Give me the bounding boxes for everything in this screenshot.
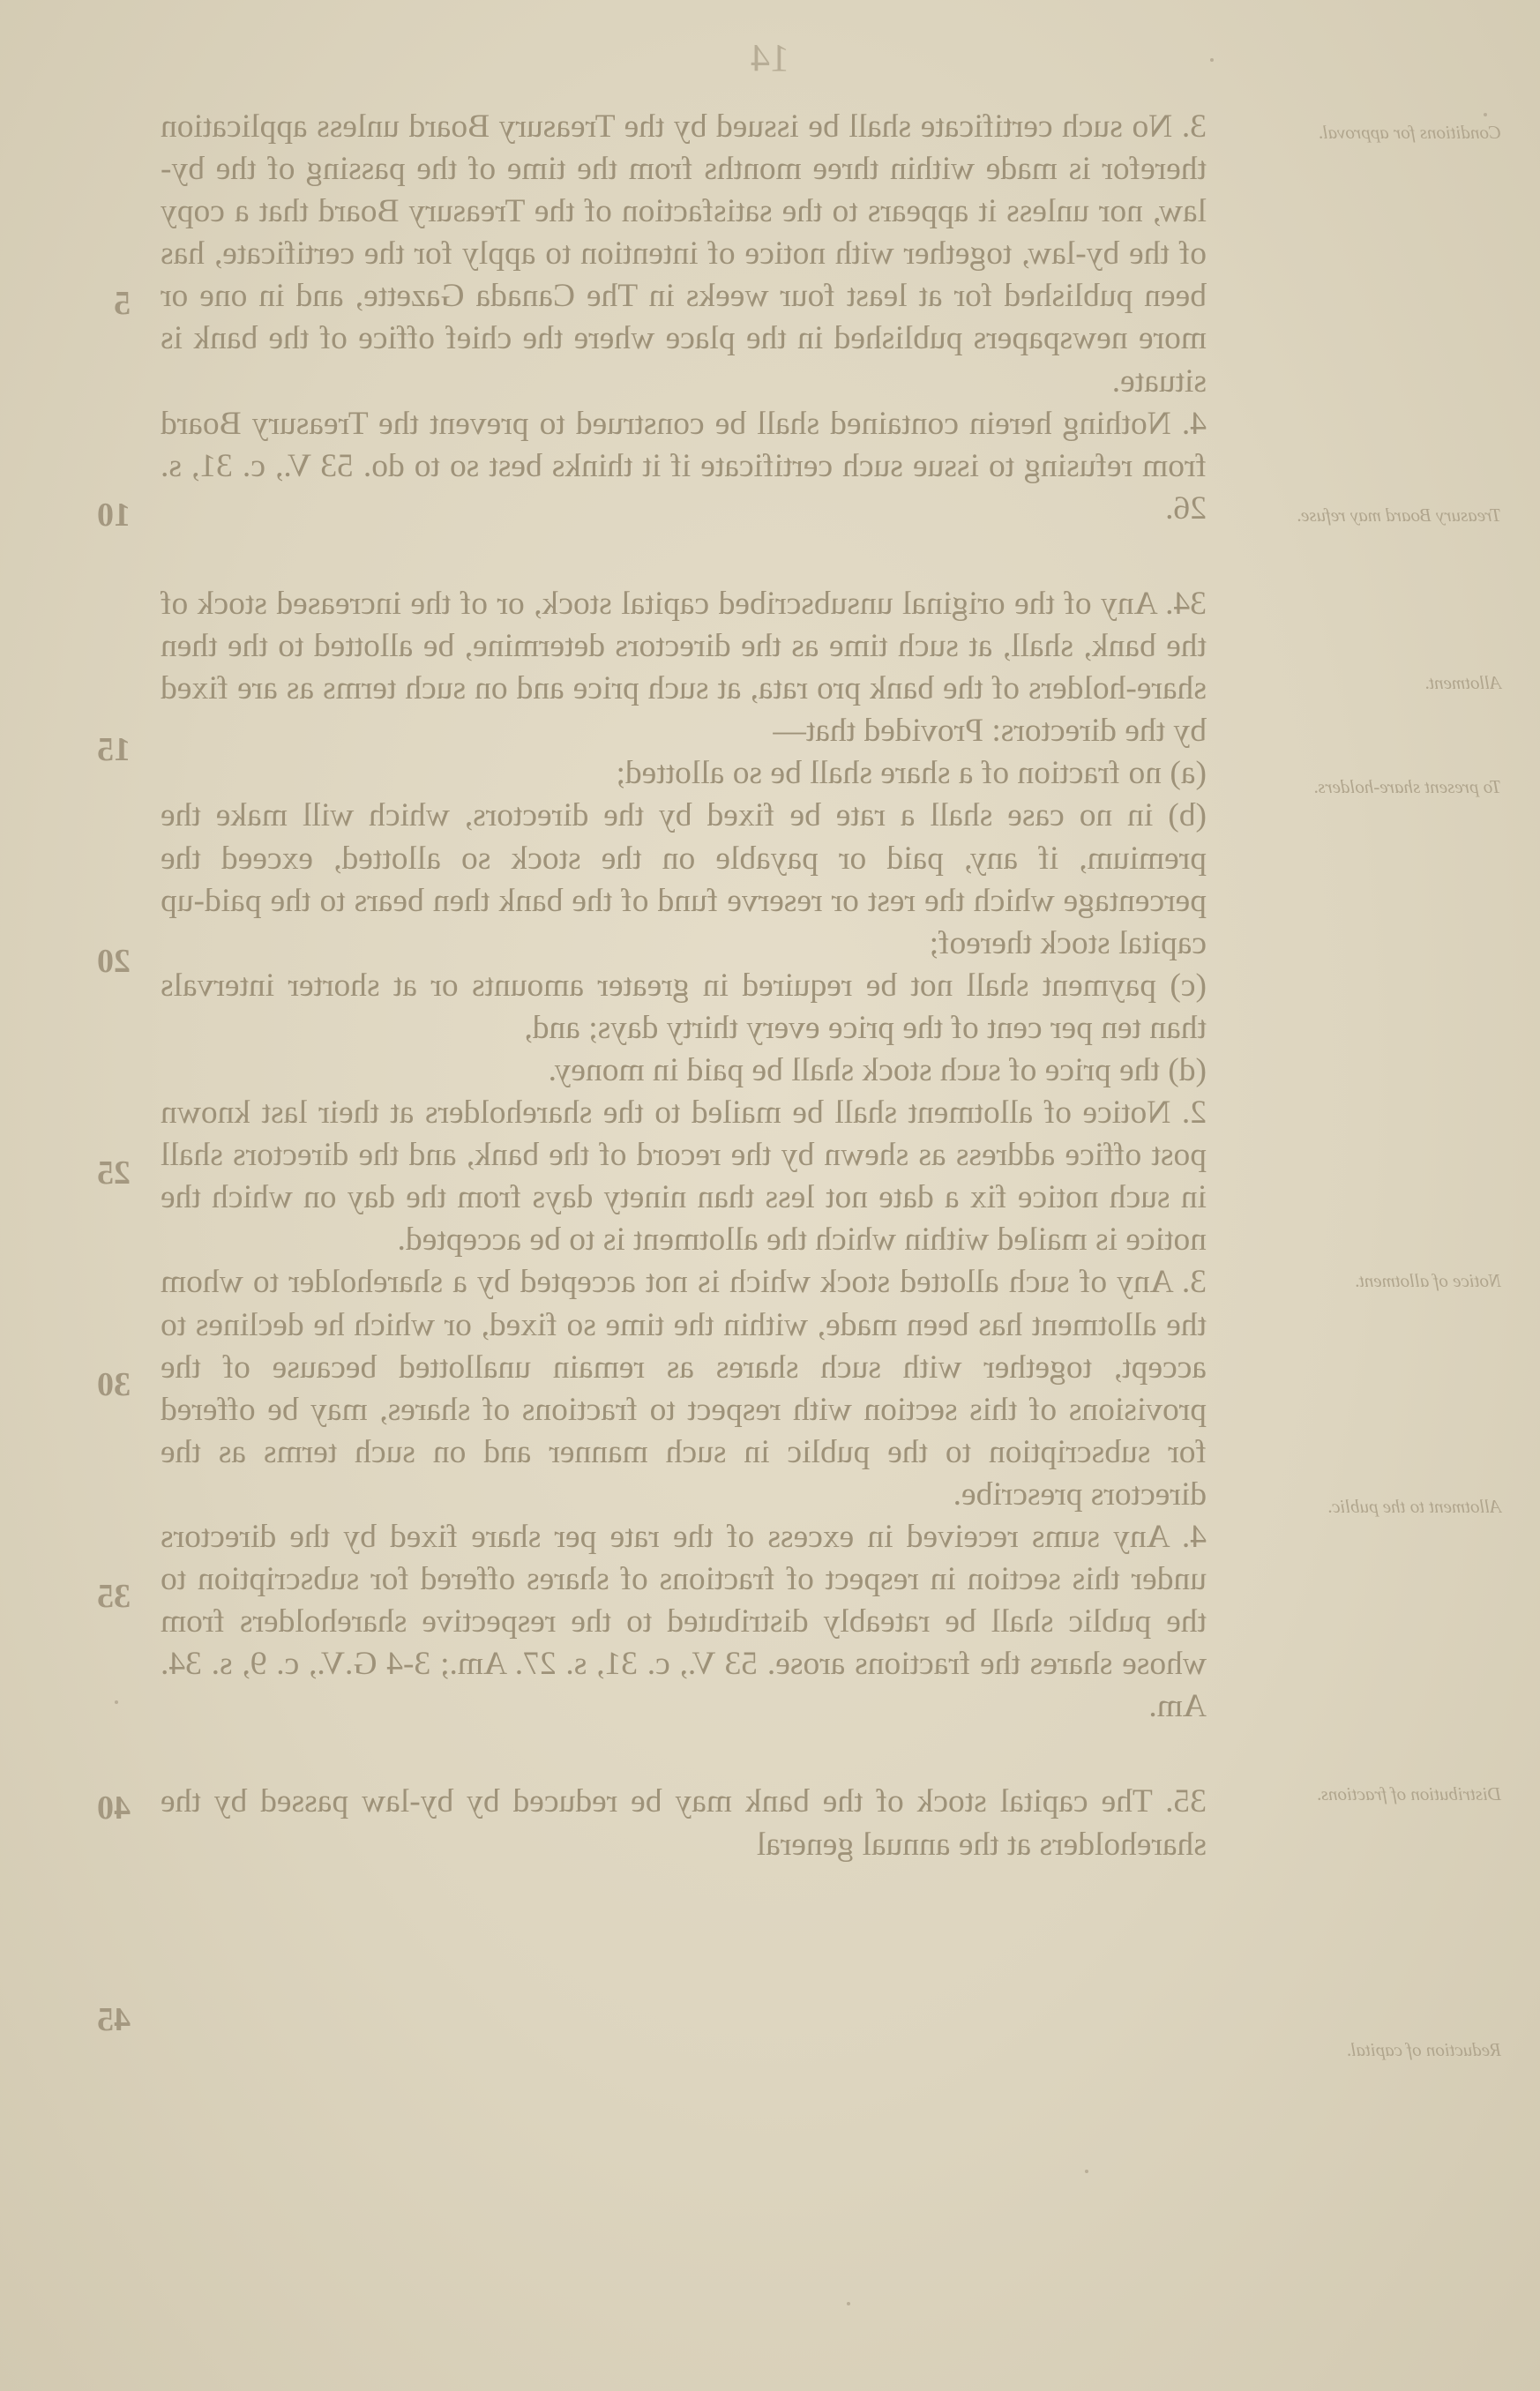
page-number: 14	[751, 36, 789, 79]
line-number: 10	[97, 497, 131, 534]
margin-note: Notice of allotment.	[1354, 1270, 1501, 1291]
paper-speck	[115, 1700, 118, 1704]
line-number: 20	[97, 943, 131, 980]
paragraph-sec34-3: 3. Any of such allotted stock which is not accepted by a shareholder to whom the allotment has been made, within the time so fixed, or which he declines to accept, together with such shares as remain unallotted because of the provisions of this section with respect to fractions of shares, may be offered for subscription to the public in such manner and on such terms as the directors prescribe.	[161, 1264, 1207, 1513]
line-number: 30	[97, 1366, 131, 1403]
line-number: 5	[114, 285, 131, 322]
clause-d: (d) the price of such stock shall be paid in money.	[548, 1051, 1207, 1088]
paragraph-sec34-4: 4. Any sums received in excess of the rate per share fixed by the directors under this section in respect of fractions of shares offered for subscription to the public shall be rateably distributed to the respective shareholders from whose shares the fractions arose. 53 V., c. 31, s. 27. Am.; 3-4 G.V., c. 9, s. 34. Am.	[161, 1519, 1207, 1725]
margin-note: Reduction of capital.	[1346, 2039, 1501, 2060]
paragraph-sec35: 35. The capital stock of the bank may be reduced by by-law passed by the shareholders at the annual general	[161, 1783, 1207, 1863]
line-number: 40	[97, 1790, 131, 1827]
paper-speck	[1484, 113, 1487, 116]
line-number: 15	[97, 731, 131, 768]
paragraph-sec34: 34. Any of the original unsubscribed capital stock, or of the increased stock of the bank, shall, at such time as the directors determine, be allotted to the then share-holders of the bank pro rata, at such price and on such terms as are fixed by the directors: Provided that—	[161, 585, 1207, 750]
margin-note: Distribution of fractions.	[1316, 1783, 1501, 1804]
clause-b: (b) in no case shall a rate be fixed by the directors, which will make the premium, if any, paid or payable on the stock so allotted, exceed the percentage which the rest or reserve fund of the bank then bears to the paid-up capital stock thereof;	[161, 797, 1207, 961]
margin-note: Allotment to the public.	[1327, 1496, 1501, 1517]
line-number: 25	[97, 1154, 131, 1192]
margin-note: Treasury Board may refuse.	[1296, 504, 1501, 526]
margin-note: Allotment.	[1424, 672, 1501, 693]
paragraph-sec34-2: 2. Notice of allotment shall be mailed to the shareholders at their last known post office address as shewn by the record of the bank, and the directors shall in such notice fix a date not less than ninety days from the day on which the notice is mailed within which the allotment is to be accepted.	[161, 1095, 1207, 1259]
paragraph-sec33-3: 3. No such certificate shall be issued by the Treasury Board unless application therefor is made within three months from the time of the passing of the by-law, nor unless it appears to the satisfaction of the Treasury Board that a copy of the by-law, together with notice of intention to apply for the certificate, has been published for at least four weeks in The Canada Gazette, and in one or more newspapers published in the place where the chief office of the bank is situate.	[161, 108, 1207, 400]
paper-speck	[1210, 58, 1214, 62]
line-number: 35	[97, 1578, 131, 1615]
clause-a: (a) no fraction of a share shall be so allotted;	[616, 755, 1207, 792]
paper-speck	[847, 2302, 850, 2305]
clause-c: (c) payment shall not be required in greater amounts or at shorter intervals than ten per cent of the price every thirty days; and,	[161, 967, 1207, 1046]
line-number: 45	[97, 2001, 131, 2038]
body-text	[161, 106, 1244, 1866]
paper-speck	[1085, 2170, 1088, 2173]
margin-note: To present share-holders.	[1313, 776, 1501, 797]
paragraph-sec33-4: 4. Nothing herein contained shall be construed to prevent the Treasury Board from refusing to issue such certificate if it thinks best so to do. 53 V., c. 31, s. 26.	[161, 405, 1207, 527]
margin-note: Conditions for approval.	[1318, 122, 1501, 143]
